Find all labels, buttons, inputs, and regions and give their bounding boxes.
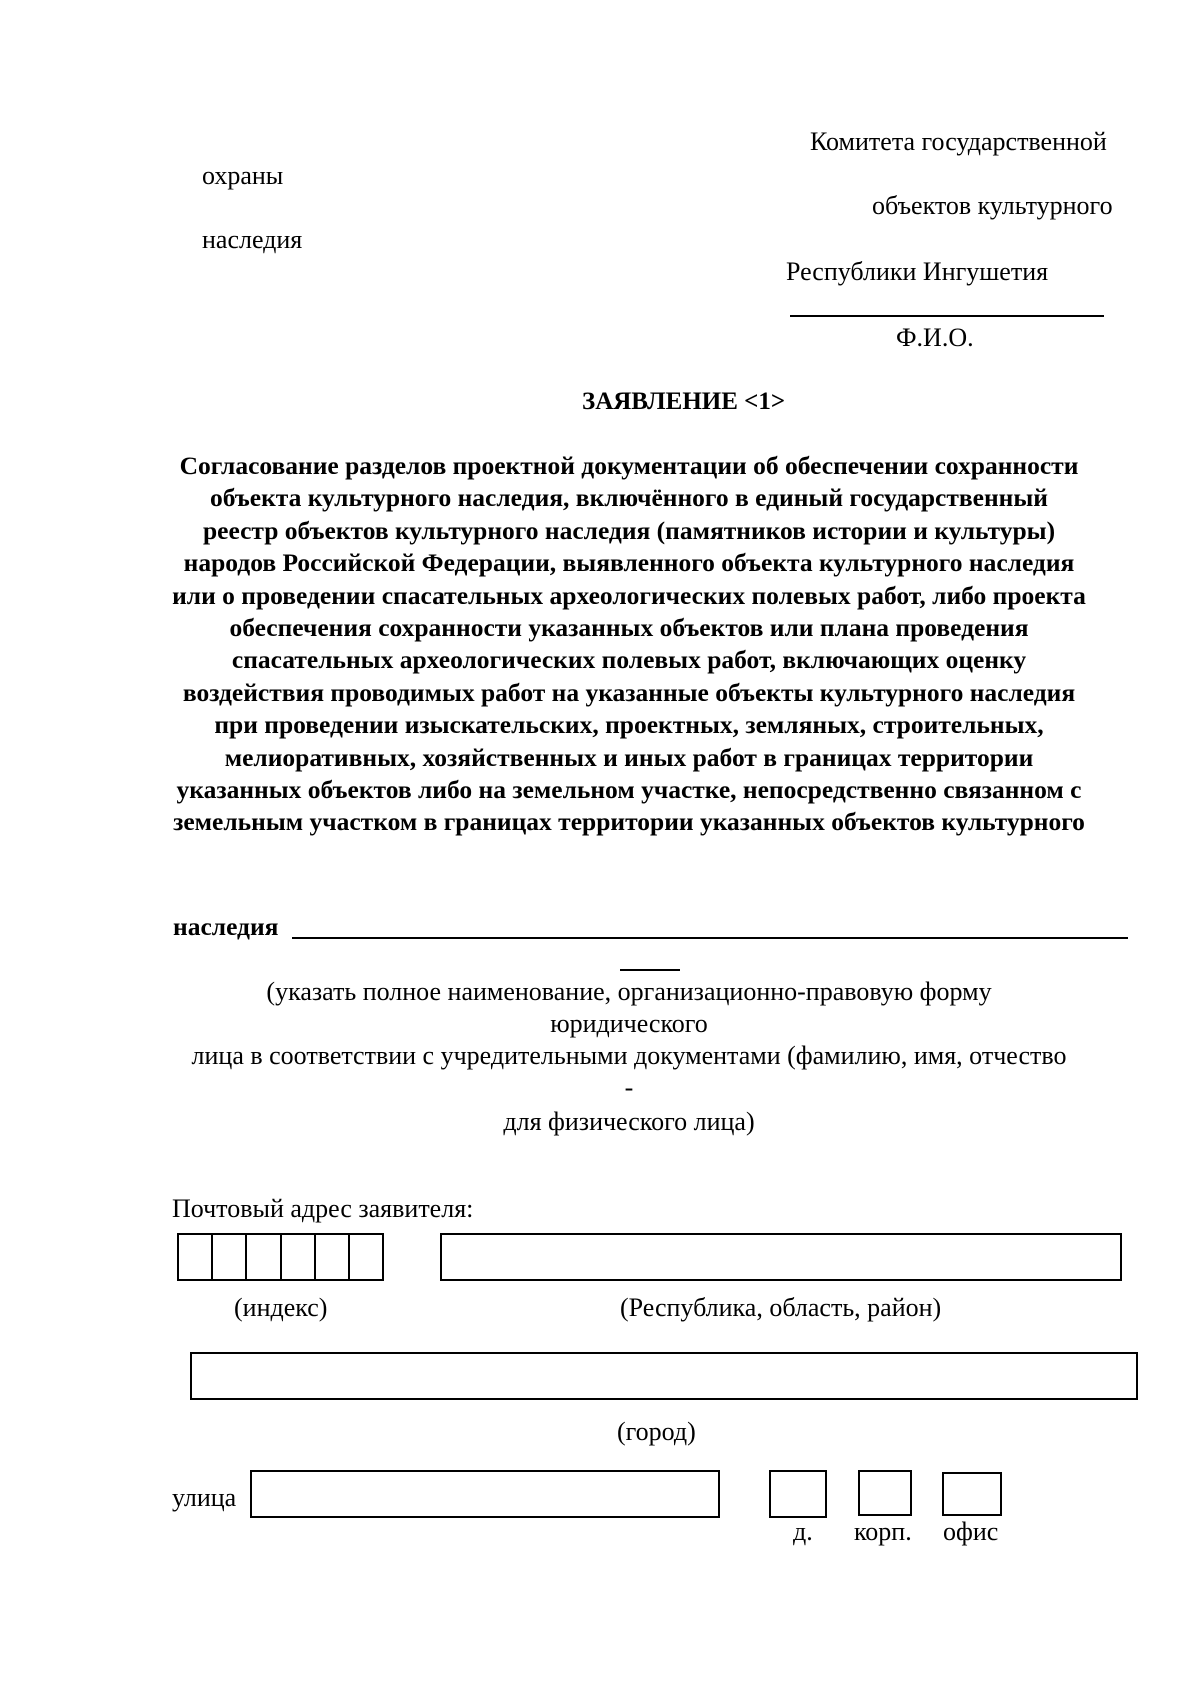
- postal-index-field[interactable]: [177, 1233, 384, 1281]
- fio-underline[interactable]: [790, 315, 1104, 317]
- index-cell[interactable]: [282, 1235, 316, 1279]
- index-cell[interactable]: [316, 1235, 350, 1279]
- region-field[interactable]: [440, 1233, 1122, 1281]
- street-label: улица: [172, 1483, 237, 1512]
- applicant-hint-line-4: -: [624, 1073, 634, 1102]
- postal-address-heading: Почтовый адрес заявителя:: [172, 1194, 474, 1223]
- index-cell[interactable]: [247, 1235, 281, 1279]
- index-cell[interactable]: [350, 1235, 382, 1279]
- region-caption: (Республика, область, район): [620, 1293, 942, 1322]
- fio-label: Ф.И.О.: [896, 323, 974, 352]
- building-caption: корп.: [854, 1517, 912, 1546]
- city-caption: (город): [617, 1417, 696, 1446]
- document-title: ЗАЯВЛЕНИЕ <1>: [582, 388, 786, 415]
- street-field[interactable]: [250, 1470, 720, 1518]
- applicant-name-underline-short: [620, 969, 680, 971]
- postal-index-cells: [179, 1235, 382, 1279]
- addressee-line-2: охраны: [202, 161, 284, 190]
- house-caption: д.: [793, 1517, 813, 1546]
- building-field[interactable]: [858, 1470, 912, 1516]
- applicant-hint-line-2: юридического: [550, 1009, 708, 1038]
- index-cell[interactable]: [179, 1235, 213, 1279]
- addressee-line-1: Комитета государственной: [810, 127, 1107, 156]
- applicant-line-label: наследия: [173, 912, 279, 941]
- index-cell[interactable]: [213, 1235, 247, 1279]
- office-field[interactable]: [942, 1472, 1002, 1516]
- house-field[interactable]: [769, 1470, 827, 1518]
- applicant-hint-line-5: для физического лица): [503, 1107, 755, 1136]
- office-caption: офис: [943, 1517, 999, 1546]
- index-caption: (индекс): [234, 1293, 328, 1322]
- applicant-hint-line-1: (указать полное наименование, организационно-правовую форму: [266, 977, 992, 1006]
- applicant-name-underline[interactable]: [292, 937, 1128, 939]
- city-field[interactable]: [190, 1352, 1138, 1400]
- document-subject: Согласование разделов проектной документации об обеспечении сохранности объекта культурного наследия, включённого в единый государственный реестр объектов культурного наследия (памятников истории и культуры) народов Российской Федерации, выявленного объекта культурного наследия или о проведении спасательных археологических полевых работ, либо проекта обеспечения сохранности указанных объектов или плана проведения спасательных археологических полевых работ, включающих оценку воздействия проводимых работ на указанные объекты культурного наследия при проведении изыскательских, проектных, земляных, строительных, мелиоративных, хозяйственных и иных работ в границах территории указанных объектов либо на земельном участке, непосредственно связанном с земельным участком в границах территории указанных объектов культурного: [172, 451, 1086, 837]
- applicant-hint-line-3: лица в соответствии с учредительными документами (фамилию, имя, отчество: [191, 1041, 1067, 1070]
- addressee-line-4: наследия: [202, 225, 303, 254]
- addressee-line-5: Республики Ингушетия: [786, 257, 1049, 286]
- addressee-line-3: объектов культурного: [872, 191, 1113, 220]
